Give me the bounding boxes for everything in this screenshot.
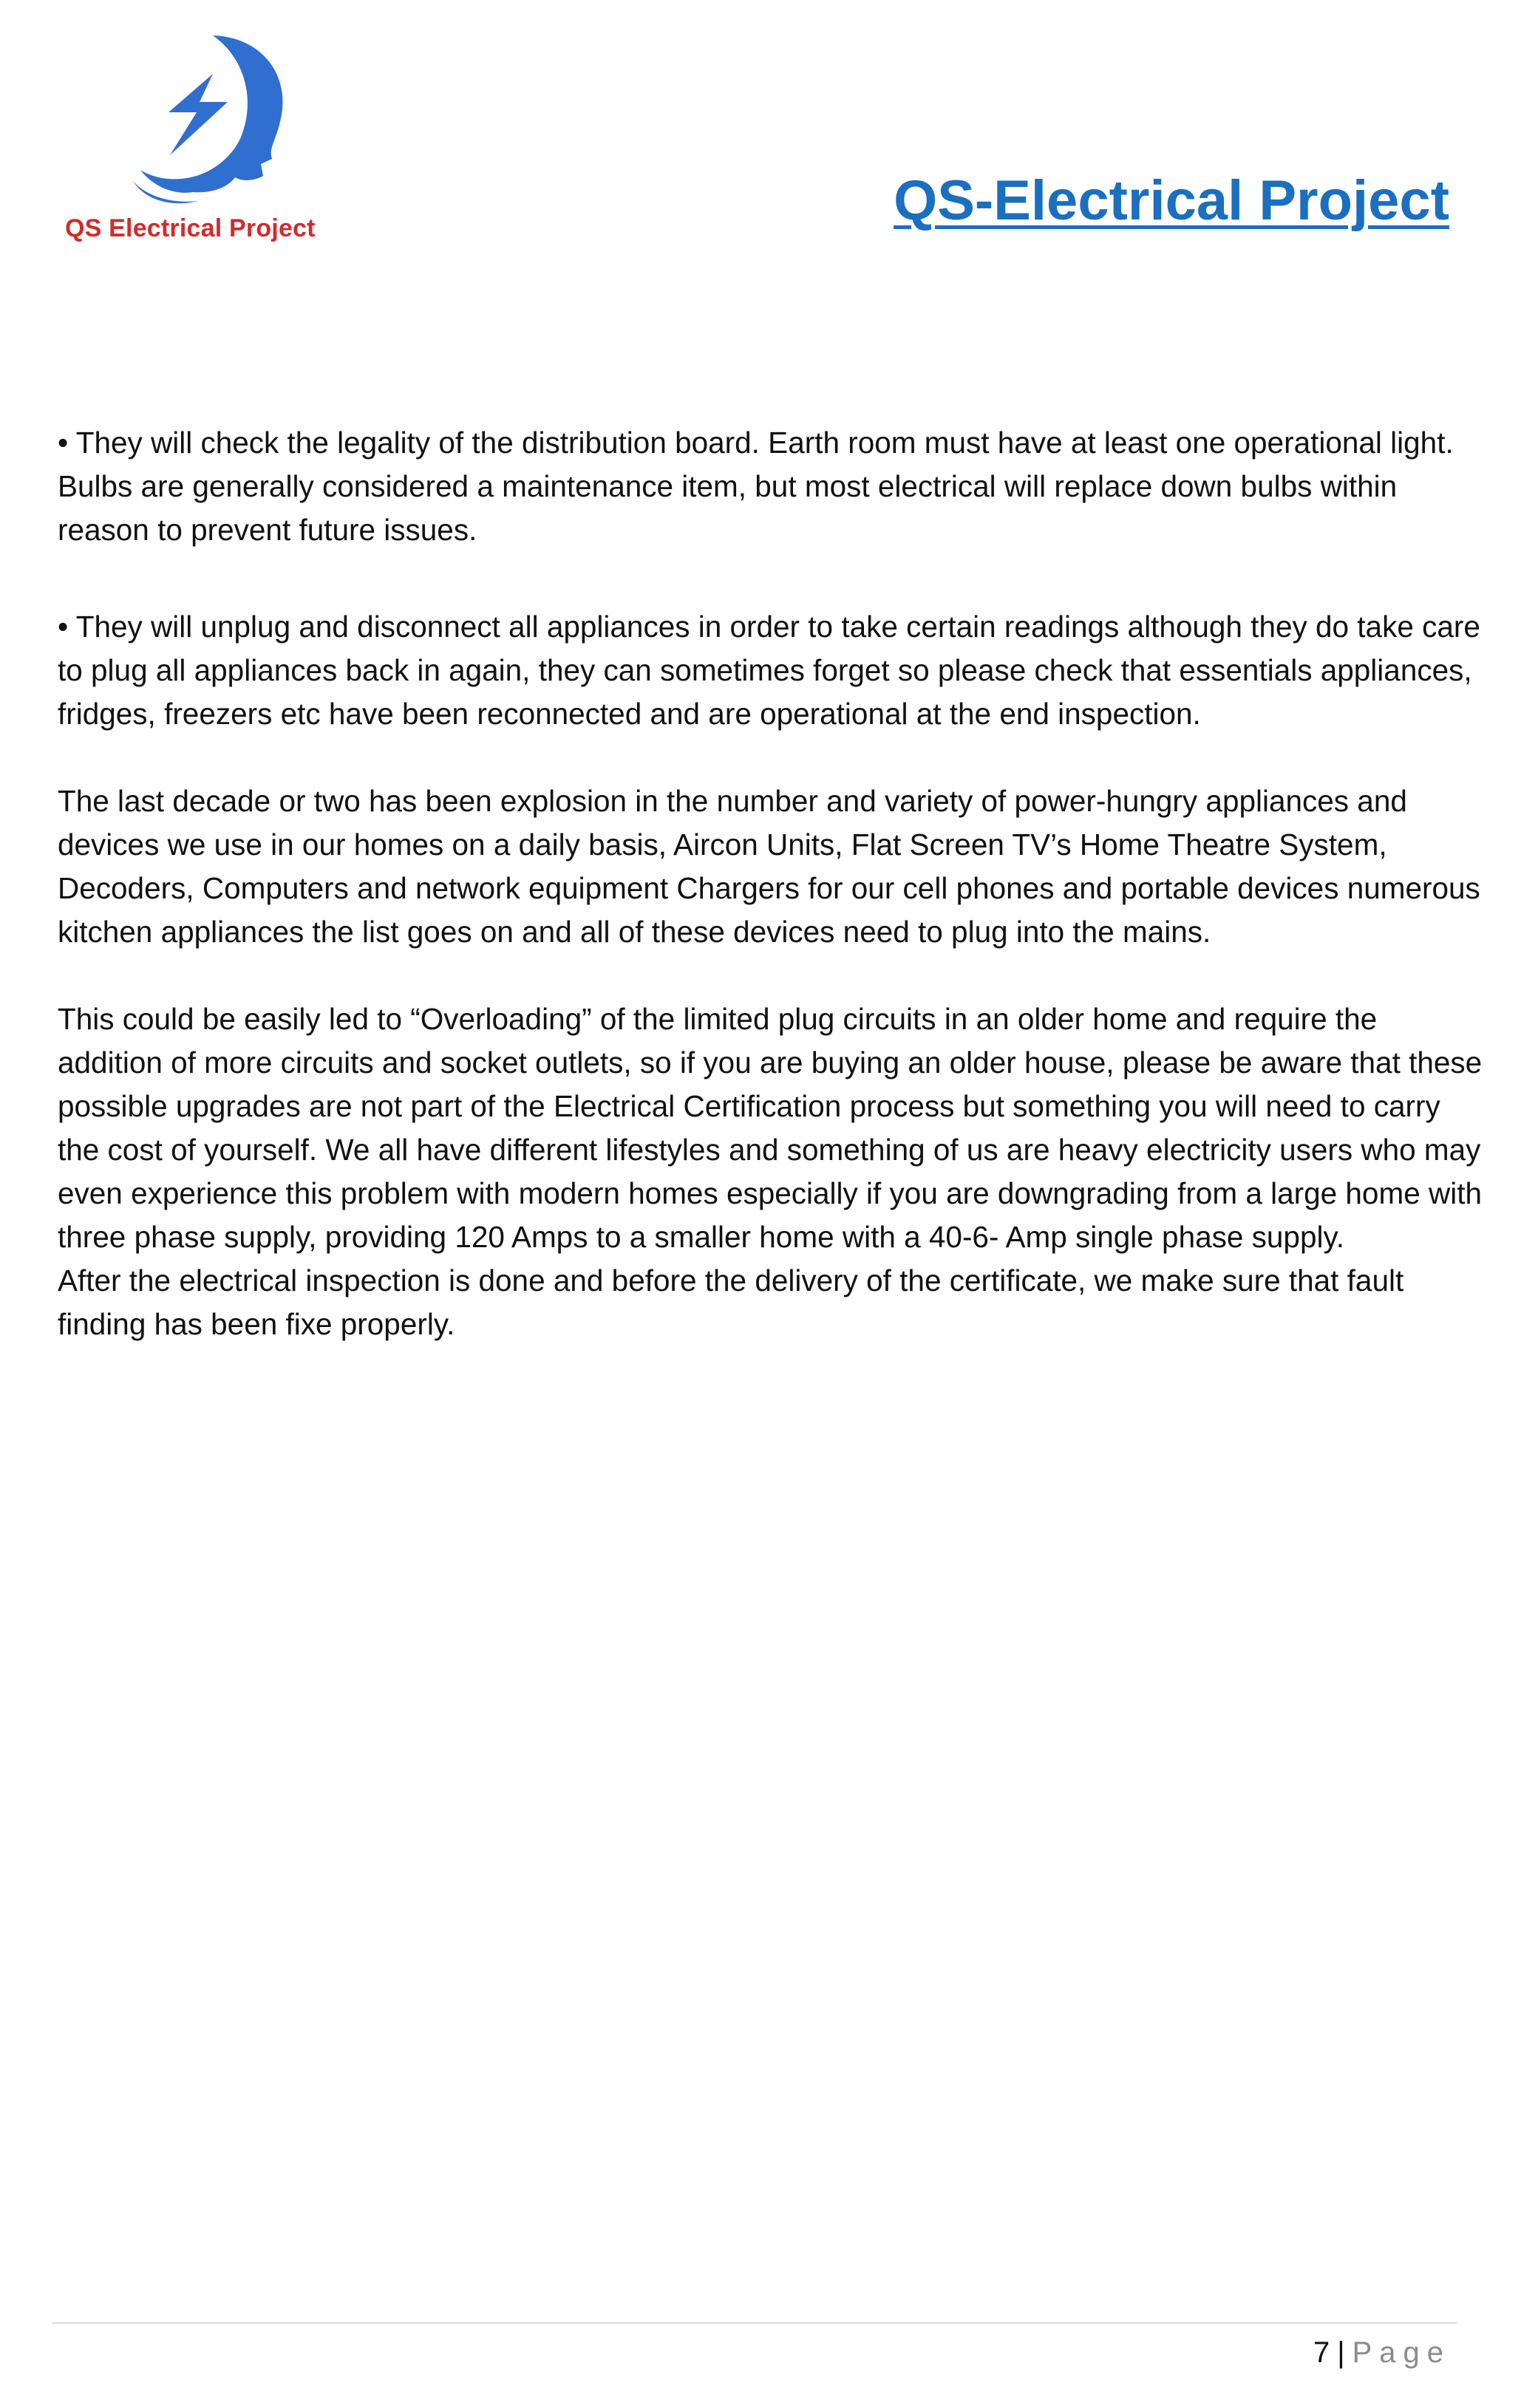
company-logo	[58, 30, 368, 244]
body-paragraph: After the electrical inspection is done and before the delivery of the certificate, we make sure that fault finding has been fixe properly.	[58, 1263, 1404, 1341]
footer-separator: |	[1337, 2336, 1345, 2369]
body-paragraph: • They will check the legality of the distribution board. Earth room must have at least one operational light. Bulbs are generally considered a maintenance item, but most electrical will replace down bulbs within reason to prevent future issues.	[58, 426, 1454, 547]
document-body	[58, 421, 1484, 1346]
page-number: 7	[1313, 2336, 1330, 2369]
page-footer	[1313, 2336, 1451, 2370]
body-paragraph: This could be easily led to “Overloading” of the limited plug circuits in an older home and require the addition of more circuits and socket outlets, so if you are buying an older house, please be aware that these possible upgrades are not part of the Electrical Certification process but something you will need to carry the cost of yourself. We all have different lifestyles and something of us are heavy electricity users who may even experience this problem with modern homes especially if you are downgrading from a large home with three phase supply, providing 120 Amps to a smaller home with a 40-6- Amp single phase supply.	[58, 1002, 1483, 1254]
footer-divider	[52, 2322, 1457, 2324]
page-title[interactable]: QS-Electrical Project	[894, 169, 1449, 232]
body-paragraph: The last decade or two has been explosion in the number and variety of power-hungry appliances and devices we use in our homes on a daily basis, Aircon Units, Flat Screen TV’s Home Theatre System, Decoders, Computers and network equipment Chargers for our cell phones and portable devices numerous kitchen appliances the list goes on and all of these devices need to plug into the mains.	[58, 784, 1480, 949]
head-lightning-logo-icon	[124, 30, 294, 207]
body-paragraph: • They will unplug and disconnect all appliances in order to take certain readings although they do take care to plug all appliances back in again, they can sometimes forget so please check that essentials appliances, fridges, freezers etc have been reconnected and are operational at the end inspection.	[58, 610, 1480, 731]
logo-text: QS Electrical Project	[65, 214, 316, 242]
page-label: Page	[1352, 2336, 1451, 2369]
